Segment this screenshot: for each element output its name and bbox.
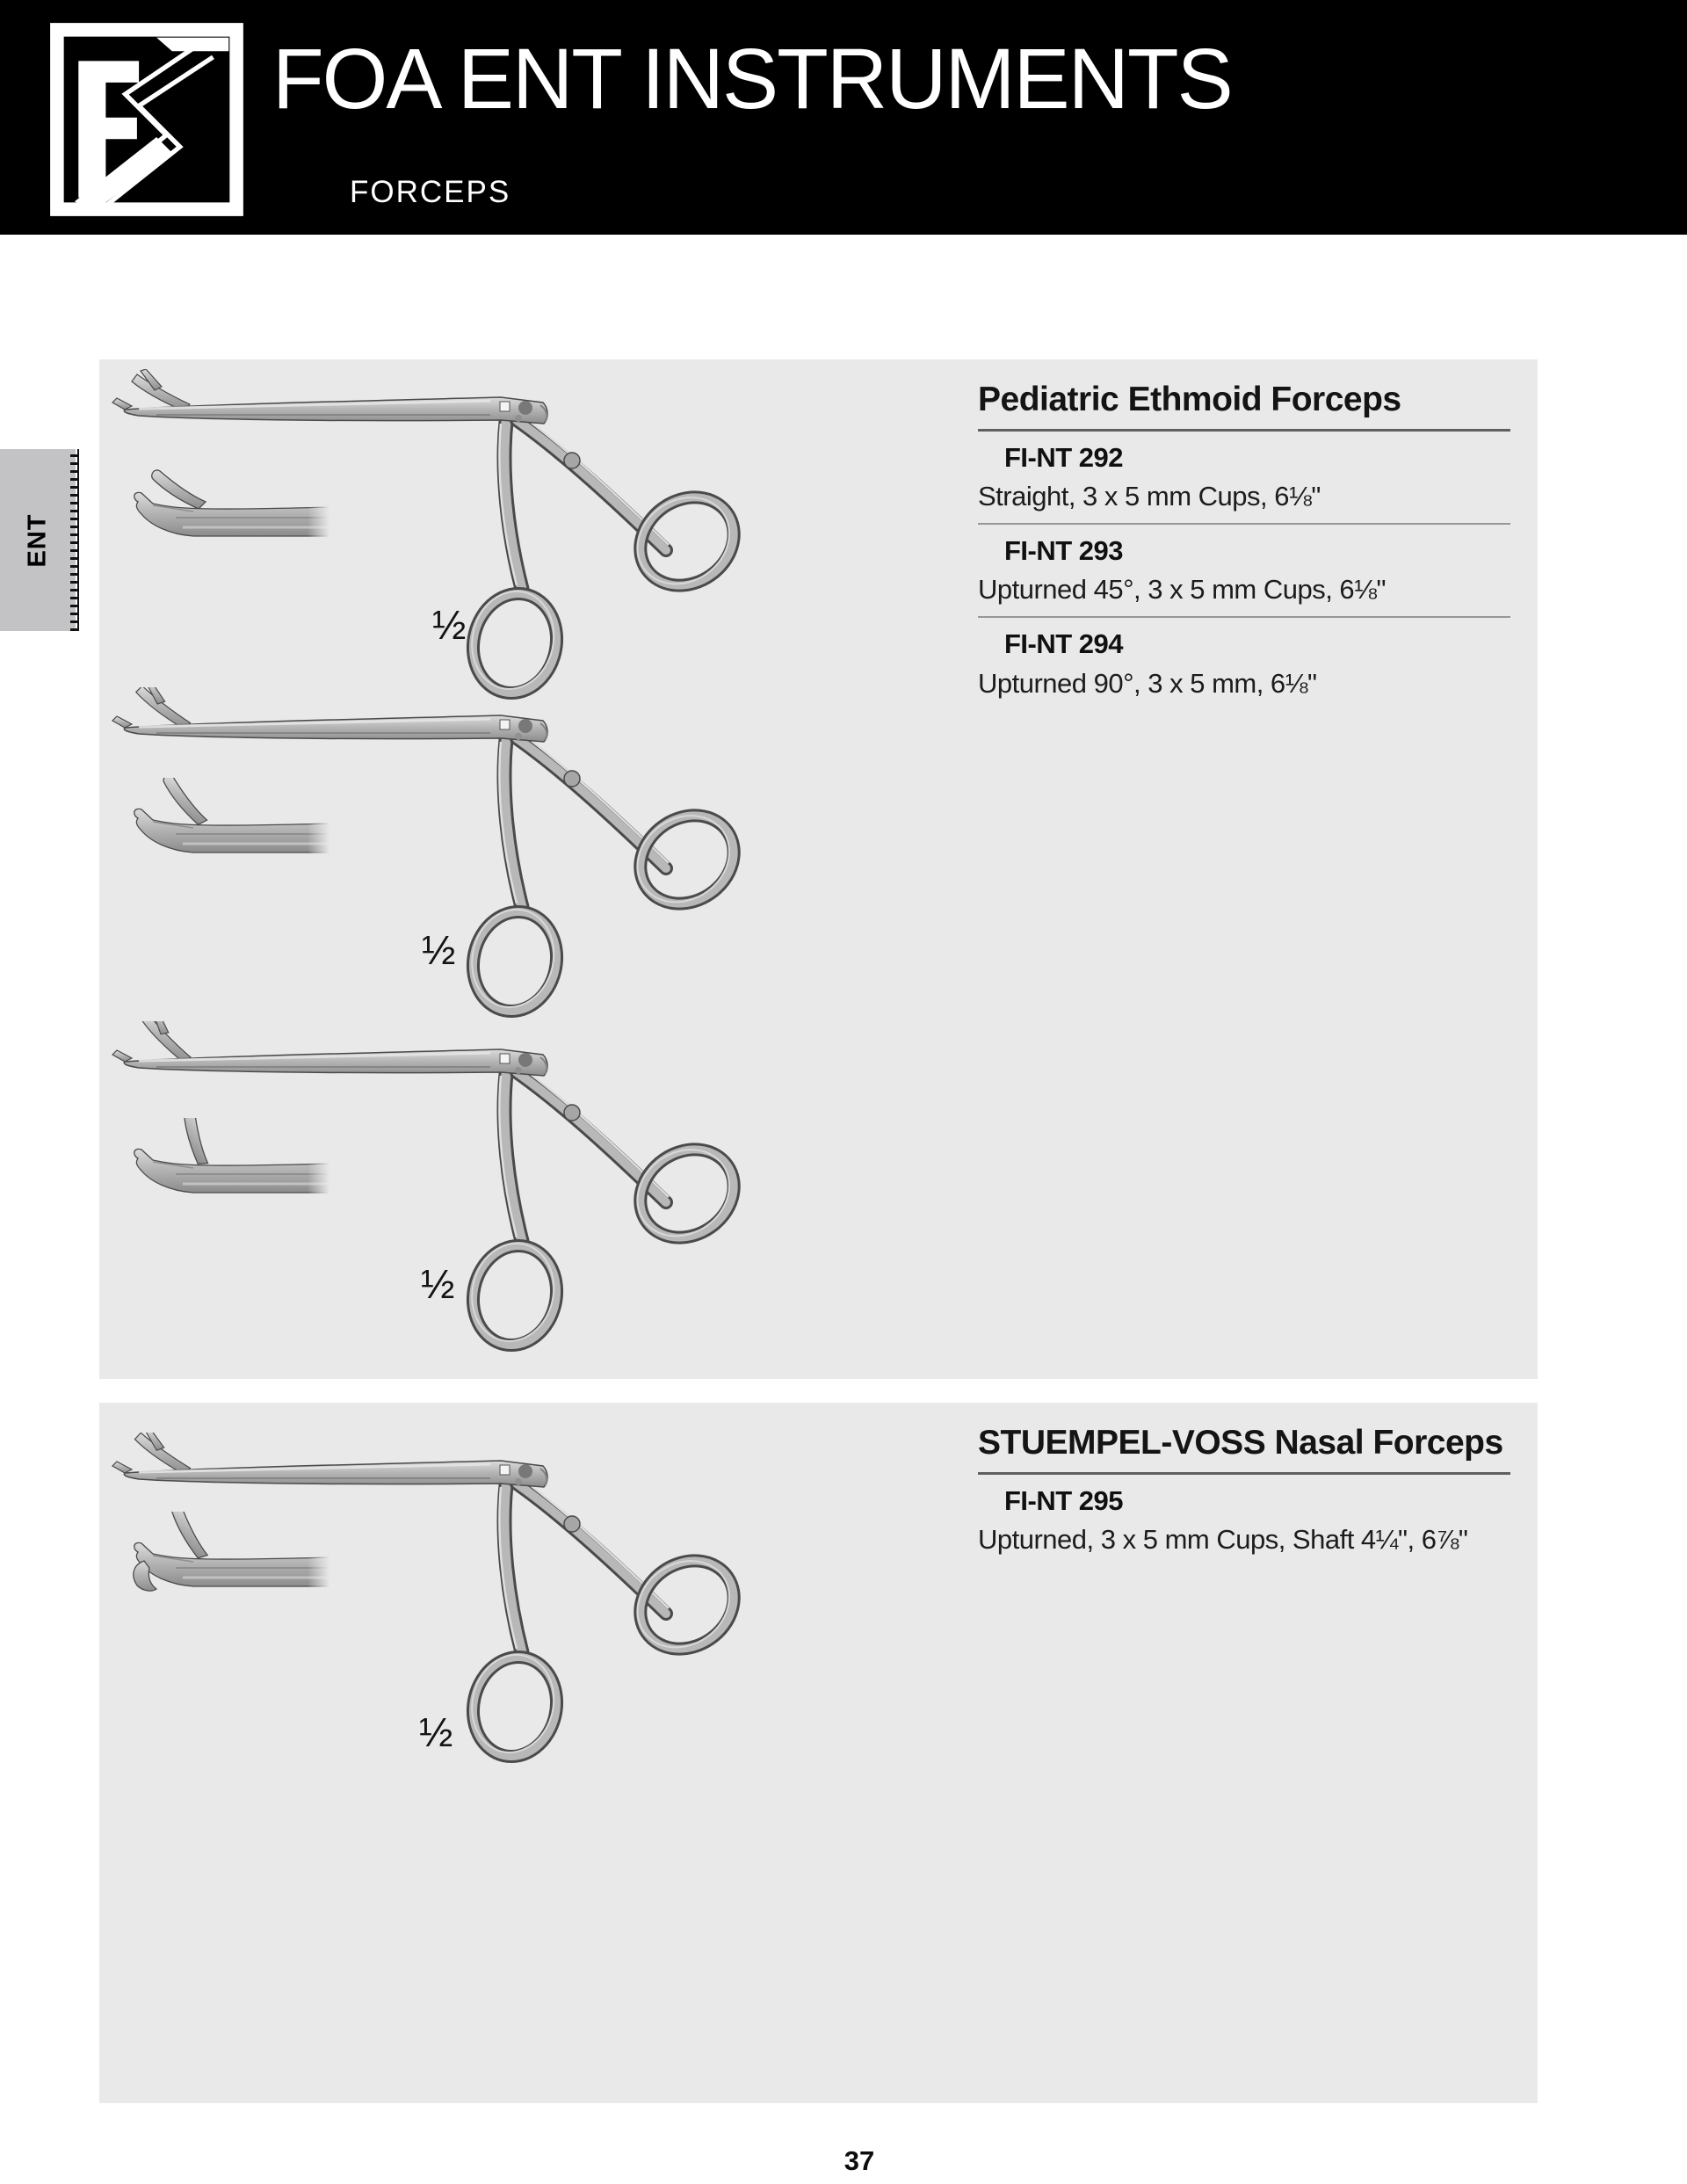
forceps-figure [104, 1021, 771, 1399]
scale-label: ½ [432, 602, 467, 648]
scale-label: ½ [421, 1261, 455, 1307]
product-code: FI-NT 294 [1004, 628, 1124, 660]
scale-label: ½ [422, 927, 456, 973]
section-info [978, 1424, 1510, 1566]
forceps-tip-detail [121, 1512, 329, 1600]
product-description: Upturned 45°, 3 x 5 mm Cups, 6⅛" [978, 574, 1387, 606]
scale-label: ½ [419, 1709, 453, 1755]
product-entry [978, 1475, 1510, 1566]
section-title: STUEMPEL-VOSS Nasal Forceps [978, 1424, 1510, 1475]
page-title: FOA ENT INSTRUMENTS [272, 31, 1232, 127]
forceps-tip-detail [121, 461, 329, 549]
forceps-figure [104, 687, 771, 1065]
forceps-illustration [104, 1021, 771, 1399]
product-code: FI-NT 293 [1004, 535, 1124, 567]
product-entry [978, 523, 1510, 616]
fs-monogram-icon [49, 21, 244, 218]
product-description: Upturned 90°, 3 x 5 mm, 6⅛" [978, 667, 1317, 699]
page-header [0, 0, 1687, 235]
product-code: FI-NT 295 [1004, 1484, 1124, 1516]
product-entry [978, 432, 1510, 523]
product-list [978, 432, 1510, 710]
page-subtitle: FORCEPS [350, 175, 511, 209]
forceps-illustration [104, 687, 771, 1065]
product-list [978, 1475, 1510, 1566]
page-number: 37 [844, 2145, 875, 2176]
side-tab-tick-ruler [70, 449, 79, 631]
product-description: Upturned, 3 x 5 mm Cups, Shaft 4¼", 6⅞" [978, 1523, 1468, 1555]
section-title: Pediatric Ethmoid Forceps [978, 381, 1510, 432]
section-info [978, 381, 1510, 710]
product-description: Straight, 3 x 5 mm Cups, 6⅛" [978, 480, 1321, 512]
side-tab-ent [0, 449, 79, 631]
forceps-tip-detail [121, 1118, 329, 1206]
product-code: FI-NT 292 [1004, 441, 1124, 473]
forceps-tip-detail [121, 778, 329, 866]
forceps-figure [104, 1433, 771, 1810]
side-tab-label: ENT [23, 513, 52, 567]
product-entry [978, 616, 1510, 709]
brand-logo [49, 21, 244, 218]
